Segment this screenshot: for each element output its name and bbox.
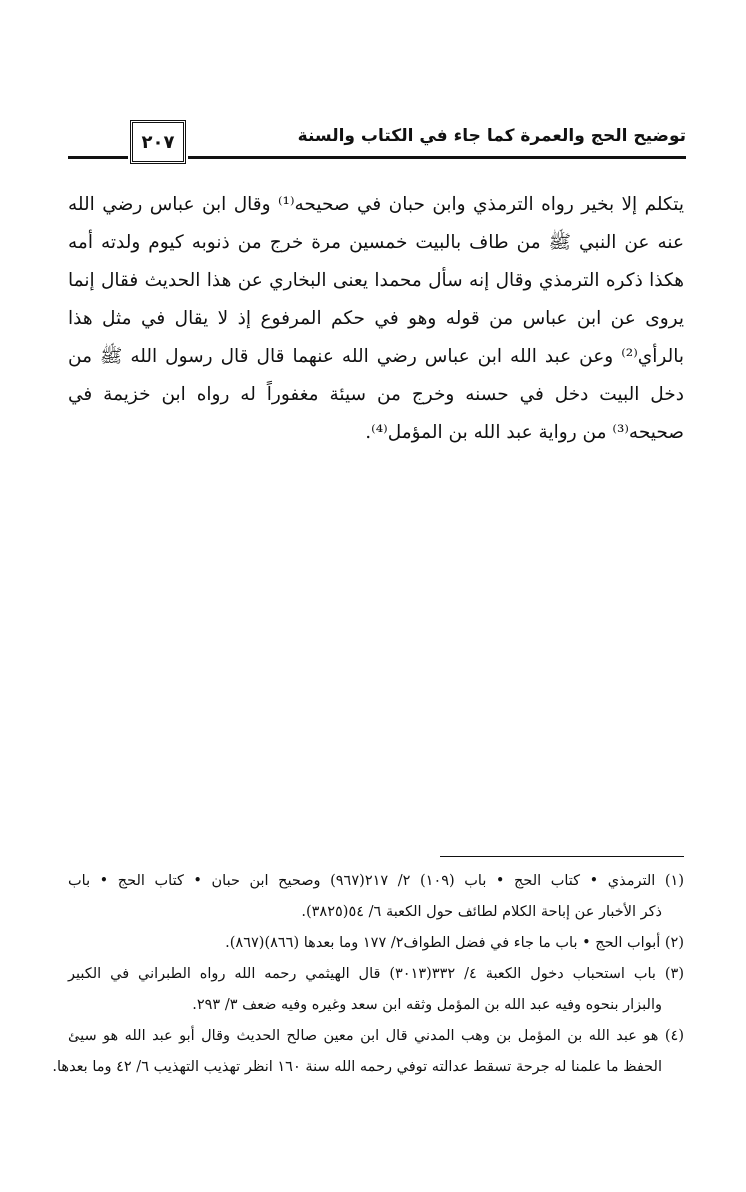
footnote-line: ذكر الأخبار عن إباحة الكلام لطائف حول الكعبة ٦/ ٥٤(٣٨٢٥). — [301, 904, 662, 920]
footnote-line: (٣) باب استحباب دخول الكعبة ٤/ ٣٣٢(٣٠١٣) قال الهيثمي رحمه الله رواه الطبراني في الكبير — [68, 966, 684, 982]
text-line: دخل البيت دخل في حسنه وخرج من سيئة مغفوراً له رواه ابن خزيمة في — [68, 384, 684, 405]
footnote-line: (٤) هو عبد الله بن المؤمل بن وهب المدني قال ابن معين صالح الحديث وقال أبو عبد الله هو سيئ — [68, 1028, 684, 1044]
header-rule-right — [188, 156, 686, 159]
text-line: صحيحه⁽³⁾ من رواية عبد الله بن المؤمل⁽⁴⁾. — [365, 422, 684, 443]
footnote-line: (١) الترمذي • كتاب الحج • باب (١٠٩) ٢/ ٢١٧(٩٦٧) وصحيح ابن حبان • كتاب الحج • باب — [68, 873, 684, 889]
text-line: يروى عن ابن عباس من قوله وهو في حكم المرفوع إذ لا يقال في مثل هذا — [68, 308, 684, 329]
page-header — [68, 118, 686, 174]
header-rule-left — [68, 156, 128, 159]
footnote-line: (٢) أبواب الحج • باب ما جاء في فضل الطواف٢/ ١٧٧ وما بعدها (٨٦٦)(٨٦٧). — [225, 935, 684, 951]
text-line: هكذا ذكره الترمذي وقال إنه سأل محمدا يعنى البخاري عن هذا الحديث فقال إنما — [68, 270, 684, 291]
text-line: بالرأي⁽²⁾ وعن عبد الله ابن عباس رضي الله عنهما قال قال رسول الله ﷺ من — [68, 346, 684, 367]
footnote-line: الحفظ ما علمنا له جرحة تسقط عدالته توفي رحمه الله سنة ١٦٠ انظر تهذيب التهذيب ٦/ ٤٢ وما بعدها. — [52, 1059, 662, 1075]
text-line: عنه عن النبي ﷺ من طاف بالبيت خمسين مرة خرج من ذنوبه كيوم ولدته أمه — [68, 232, 684, 253]
text-line: يتكلم إلا بخير رواه الترمذي وابن حبان في صحيحه⁽¹⁾ وقال ابن عباس رضي الله — [68, 194, 684, 215]
footnotes — [52, 866, 684, 1083]
running-title: توضيح الحج والعمرة كما جاء في الكتاب والسنة — [297, 126, 686, 146]
footnote-separator — [440, 856, 684, 857]
footnote-line: والبزار بنحوه وفيه عبد الله بن المؤمل وثقه ابن سعد وغيره وفيه ضعف ٣/ ٢٩٣. — [192, 997, 662, 1013]
main-text — [68, 186, 684, 452]
page-number: ٢٠٧ — [141, 131, 175, 153]
page-number-box — [130, 120, 186, 164]
